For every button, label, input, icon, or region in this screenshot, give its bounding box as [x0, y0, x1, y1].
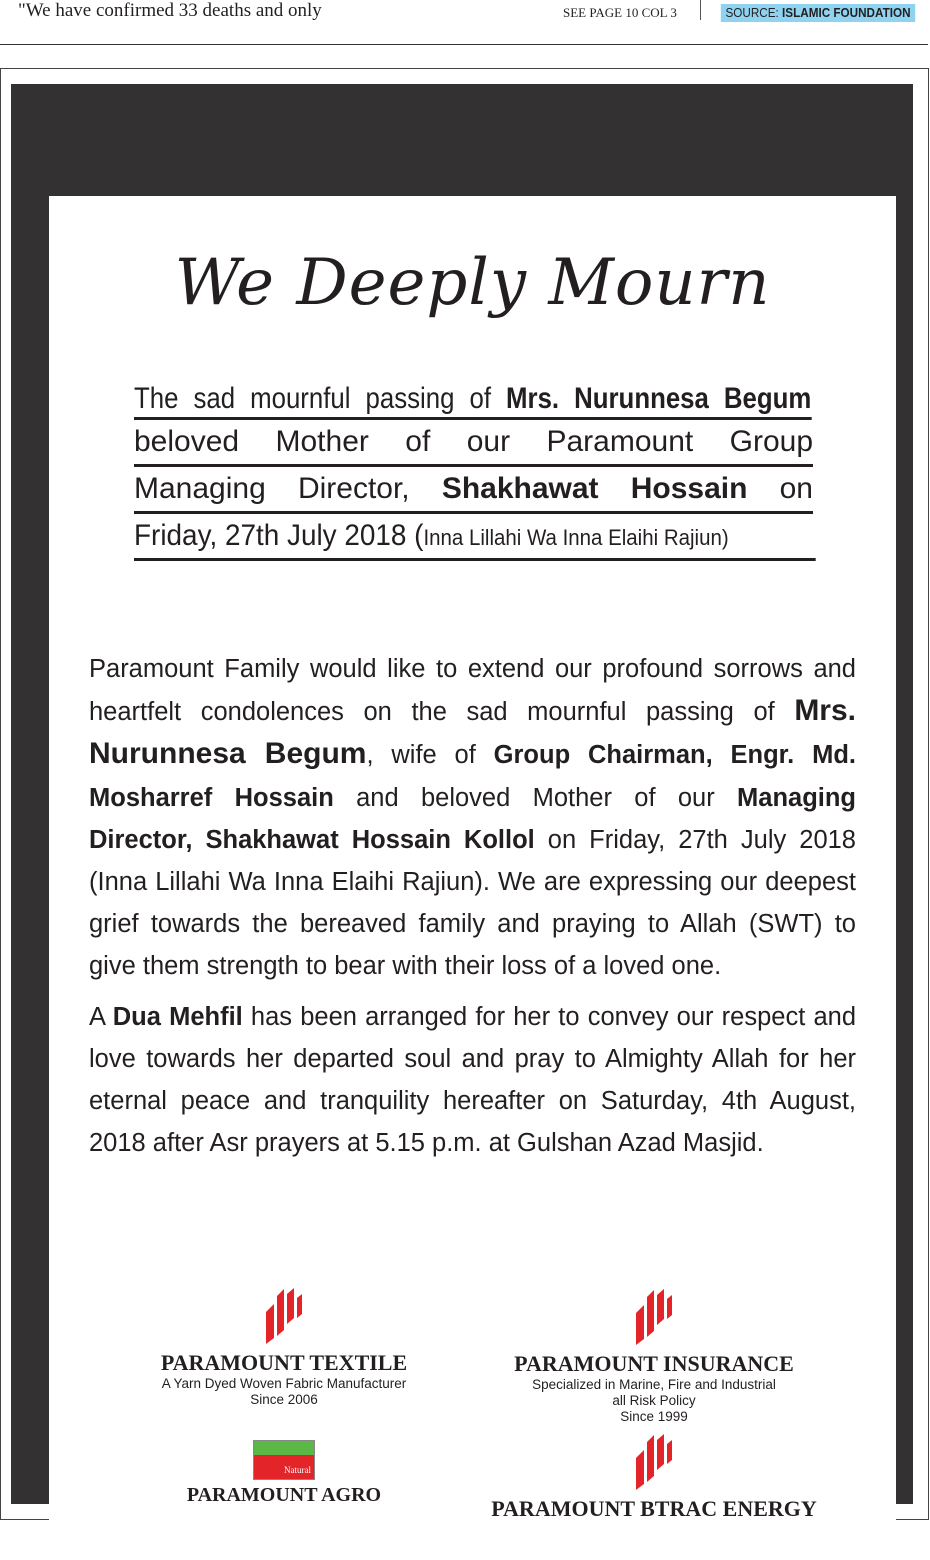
dua-paragraph: [89, 996, 856, 1165]
brand-tagline: all Risk Policy: [612, 1393, 696, 1408]
brand-name: PARAMOUNT AGRO: [186, 1484, 382, 1506]
intro-text: on: [747, 472, 813, 505]
condolence-paragraph: [89, 648, 856, 988]
brand-since: Since 1999: [620, 1409, 688, 1424]
brand-name: PARAMOUNT TEXTILE: [160, 1350, 408, 1375]
ad-title: We Deeply Mourn: [174, 246, 771, 320]
text: , wife of: [366, 741, 494, 770]
brand-name: PARAMOUNT INSURANCE: [514, 1351, 794, 1376]
brand-tagline: Specialized in Marine, Fire and Industrial: [532, 1377, 776, 1392]
deceased-name: Mrs. Nurunnesa Begum: [506, 382, 812, 415]
intro-line: beloved Mother of our Paramount Group: [134, 420, 813, 467]
md-name: Managing Director, Shakhawat Hossain Kollol: [89, 783, 857, 854]
brand-paramount-btrac-energy: [479, 1434, 829, 1522]
paramount-logo-icon: [634, 1434, 674, 1490]
condolence-body: [89, 648, 856, 1172]
text: A: [89, 1002, 113, 1031]
dua-mehfil: Dua Mehfil: [112, 1002, 243, 1031]
text: has been arranged for her to convey our respect and love towards her departed soul and pray to Almighty Allah for her eternal peace and tranquility hereafter on Saturday, 4th August, 2018 after Asr prayers at 5.15 p.m. at Gulshan Azad Masjid.: [89, 1002, 856, 1158]
newspaper-quote-snippet: "We have confirmed 33 deaths and only: [18, 0, 322, 21]
paramount-logo-icon: [634, 1289, 674, 1345]
brand-name: PARAMOUNT BTRAC ENERGY: [491, 1496, 817, 1521]
deceased-name: Mrs. Nurunnesa Begum: [89, 694, 856, 771]
intro-block: [134, 380, 813, 561]
ad-content: [49, 196, 896, 1560]
intro-line: [134, 514, 816, 561]
text: Paramount Family would like to extend our profound sorrows and heartfelt condolences on the sad mournful passing of: [89, 655, 856, 727]
brand-paramount-agro: [169, 1440, 399, 1507]
text: on Friday, 27th July 2018 (Inna Lillahi Wa Inna Elaihi Rajiun). We are expressing our deepest grief towards the bereaved family and praying to Allah (SWT) to give them strength to bear with their loss of a loved one.: [89, 825, 856, 981]
text: and beloved Mother of our: [333, 783, 738, 812]
brand-since: Since 2006: [250, 1392, 318, 1407]
md-name: Shakhawat Hossain: [441, 472, 748, 505]
source-badge: [721, 4, 915, 22]
intro-text: The sad mournful passing of: [134, 382, 507, 415]
ad-border: [11, 84, 913, 1521]
brand-paramount-textile: [149, 1288, 419, 1408]
agro-logo-icon: [253, 1440, 315, 1480]
see-page-reference: SEE PAGE 10 COL 3: [563, 5, 677, 20]
source-label: SOURCE:: [725, 5, 783, 20]
brand-tagline: A Yarn Dyed Woven Fabric Manufacturer: [161, 1376, 407, 1391]
intro-text: Friday, 27th July 2018 (: [134, 519, 424, 552]
source-name: ISLAMIC FOUNDATION: [782, 5, 911, 20]
intro-text: Managing Director,: [134, 472, 442, 505]
brand-paramount-insurance: [509, 1289, 799, 1425]
prayer-text: Inna Lillahi Wa Inna Elaihi Rajiun): [423, 525, 729, 550]
intro-line: [134, 467, 813, 514]
intro-line: [134, 380, 811, 420]
agro-logo-text: Natural: [254, 1455, 314, 1479]
paramount-logo-icon: [264, 1288, 304, 1344]
chairman-name: Group Chairman, Engr. Md. Mosharref Hossain: [89, 741, 856, 812]
header-rule: [0, 44, 928, 45]
divider: [700, 0, 701, 20]
